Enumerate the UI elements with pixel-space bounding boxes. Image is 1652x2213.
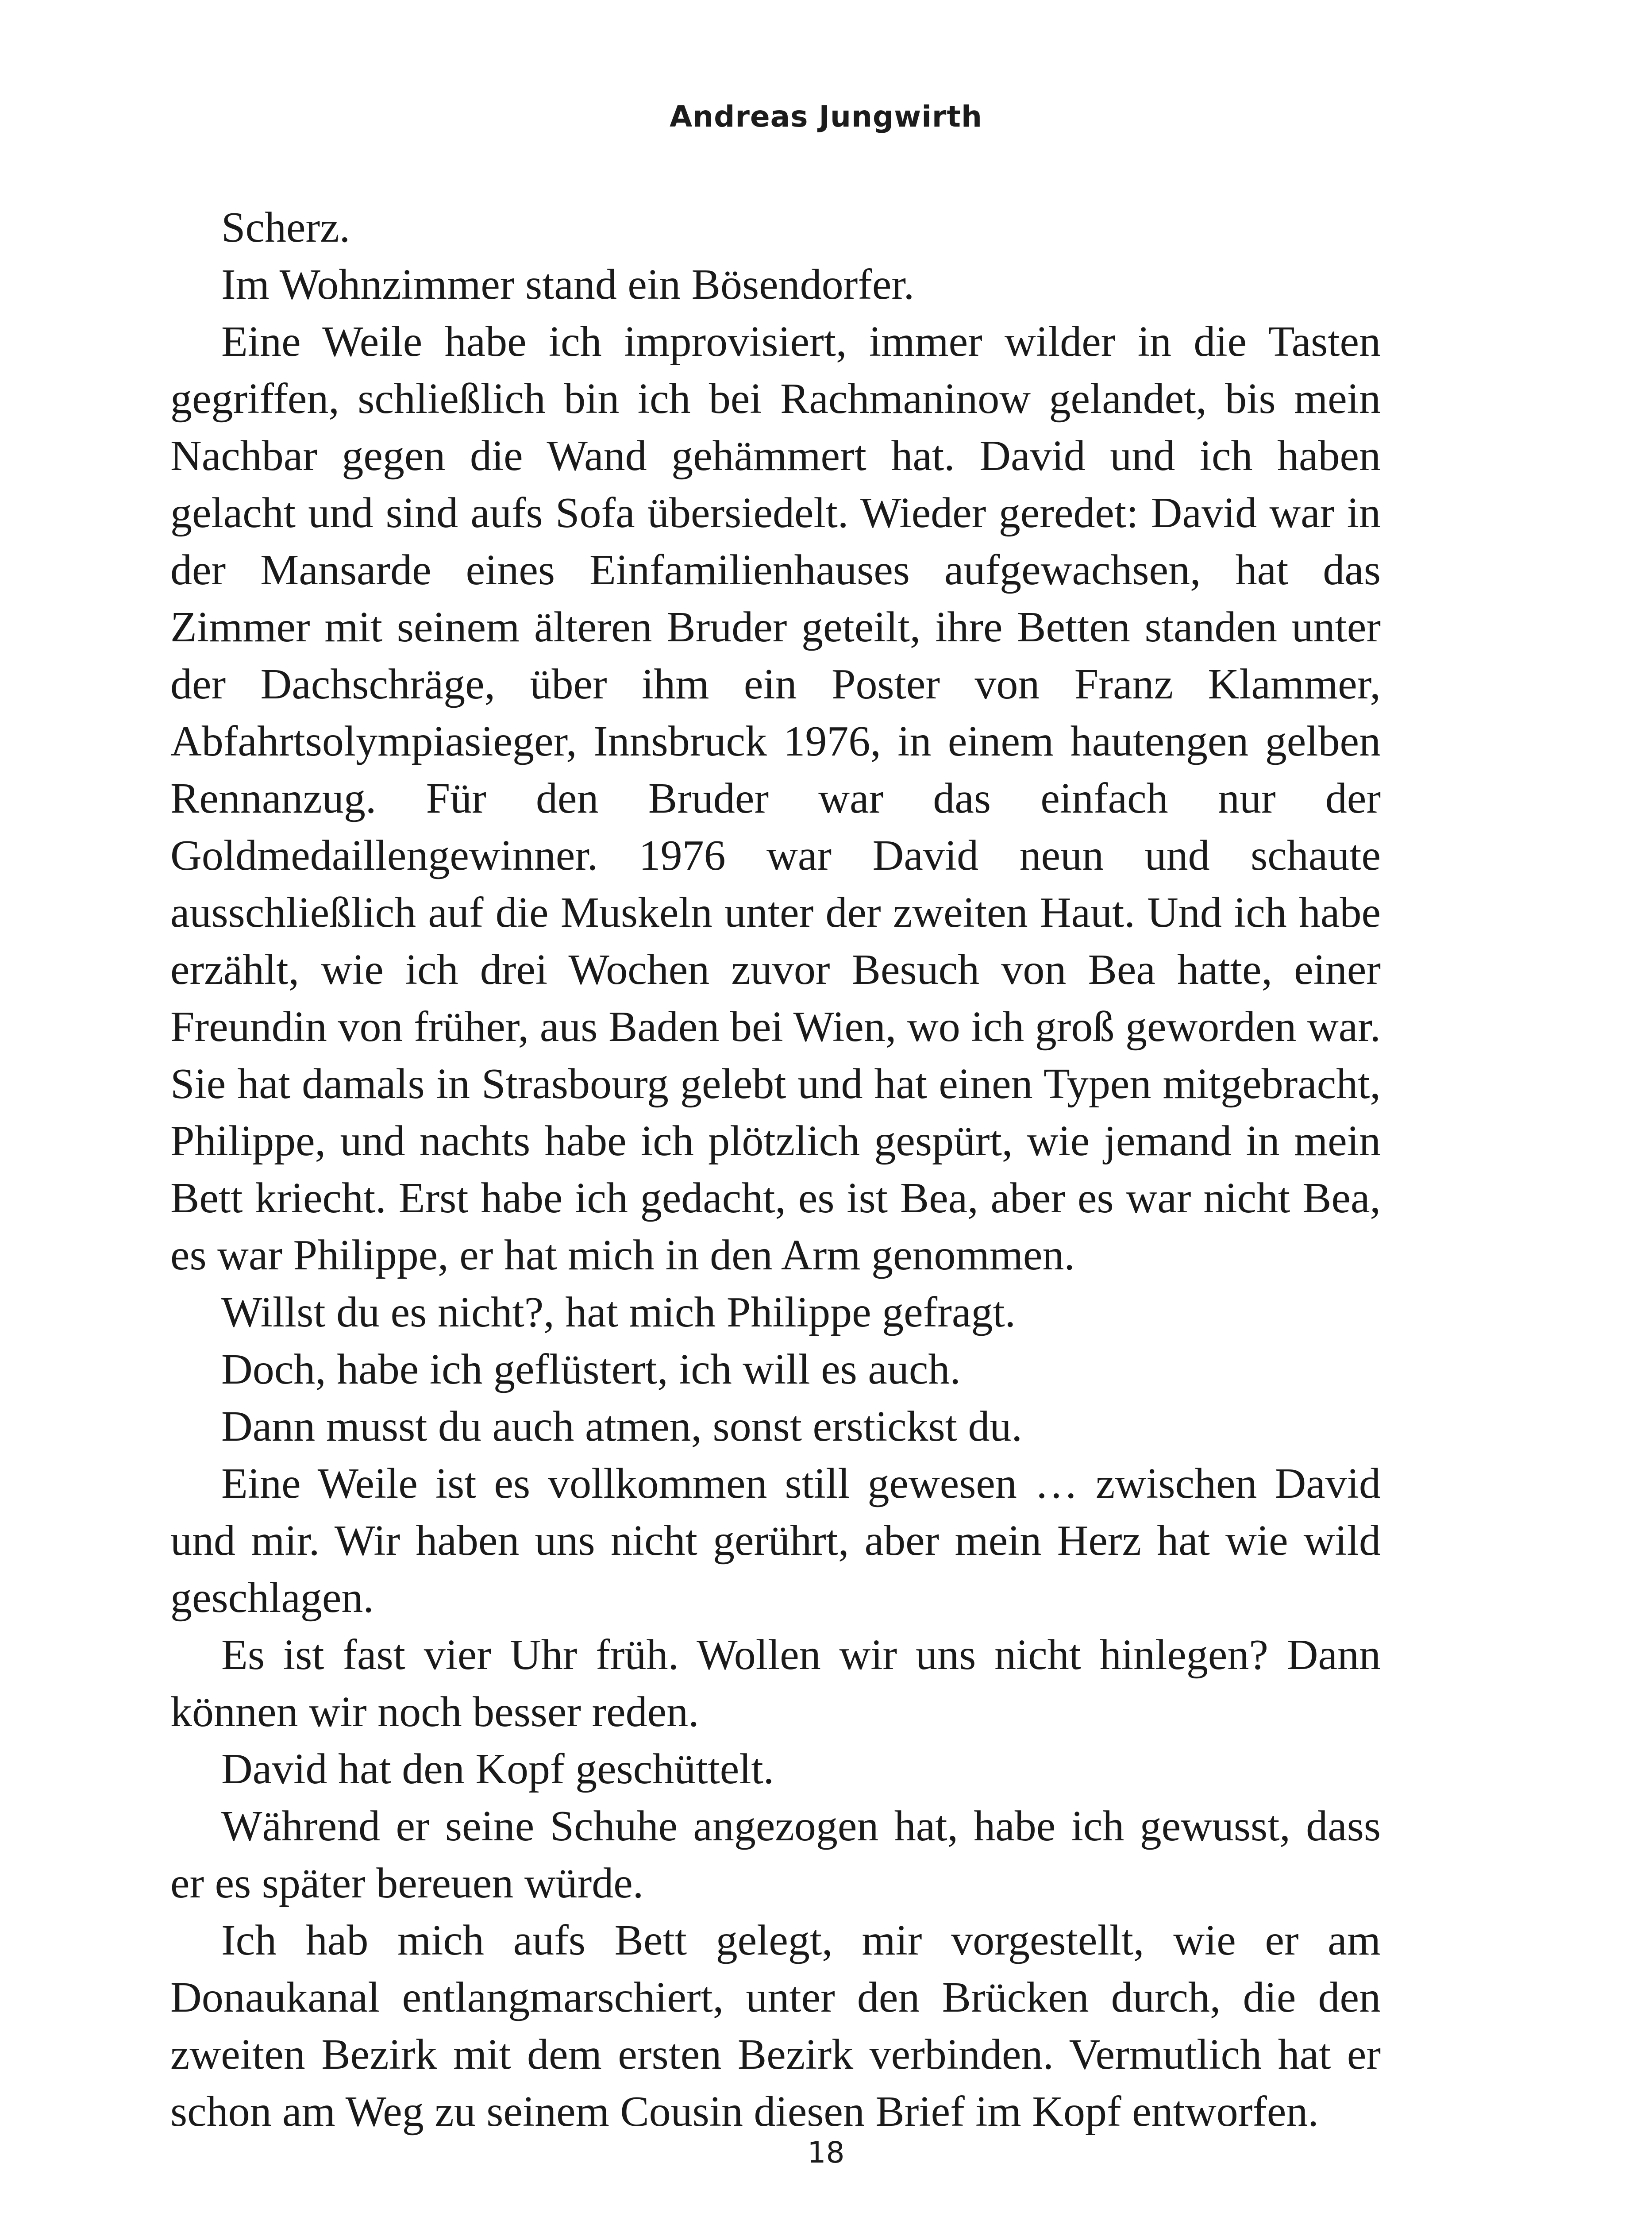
paragraph: Scherz. bbox=[221, 204, 350, 251]
running-head-author: Andreas Jungwirth bbox=[670, 100, 982, 134]
paragraph: Im Wohnzimmer stand ein Bösendorfer. bbox=[221, 261, 915, 308]
page-number: 18 bbox=[807, 2136, 845, 2170]
paragraph: Es ist fast vier Uhr früh. Wollen wir uns nicht hinlegen? Dann können wir noch besser reden. bbox=[170, 1631, 1381, 1736]
body-text bbox=[170, 199, 1381, 2140]
paragraph: Eine Weile habe ich improvisiert, immer wilder in die Tasten gegriffen, schließlich bin ich bei Rachmaninow gelandet, bis mein Nachbar gegen die Wand gehämmert hat. David und ich haben gelacht und sind aufs Sofa übersiedelt. Wieder geredet: David war in der Mansarde eines Einfamilienhauses aufgewachsen, hat das Zimmer mit seinem älteren Bruder geteilt, ihre Betten standen unter der Dachschräge, über ihm ein Poster von Franz Klammer, Abfahrtsolympiasieger, Innsbruck 1976, in einem hautengen gelben Rennanzug. Für den Bruder war das einfach nur der Goldmedaillengewinner. 1976 war David neun und schaute ausschließlich auf die Muskeln unter der zweiten Haut. Und ich habe erzählt, wie ich drei Wochen zuvor Besuch von Bea hatte, einer Freundin von früher, aus Baden bei Wien, wo ich groß geworden war. Sie hat damals in Strasbourg gelebt und hat einen Typen mitgebracht, Philippe, und nachts habe ich plötzlich gespürt, wie jemand in mein Bett kriecht. Erst habe ich gedacht, es ist Bea, aber es war nicht Bea, es war Philippe, er hat mich in den Arm genommen. bbox=[170, 318, 1381, 1279]
paragraph: Dann musst du auch atmen, sonst erstickst du. bbox=[221, 1403, 1023, 1450]
paragraph: David hat den Kopf geschüttelt. bbox=[221, 1745, 774, 1793]
paragraph: Ich hab mich aufs Bett gelegt, mir vorgestellt, wie er am Donaukanal entlangmarschiert, unter den Brücken durch, die den zweiten Bezirk mit dem ersten Bezirk verbinden. Vermutlich hat er schon am Weg zu seinem Cousin diesen Brief im Kopf entworfen. bbox=[170, 1916, 1381, 2136]
paragraph: Willst du es nicht?, hat mich Philippe gefragt. bbox=[221, 1288, 1016, 1336]
paragraph: Während er seine Schuhe angezogen hat, habe ich gewusst, dass er es später bereuen würde. bbox=[170, 1802, 1381, 1907]
paragraph: Eine Weile ist es vollkommen still gewesen … zwischen David und mir. Wir haben uns nicht gerührt, aber mein Herz hat wie wild geschlagen. bbox=[170, 1460, 1381, 1622]
paragraph: Doch, habe ich geflüstert, ich will es auch. bbox=[221, 1346, 961, 1393]
